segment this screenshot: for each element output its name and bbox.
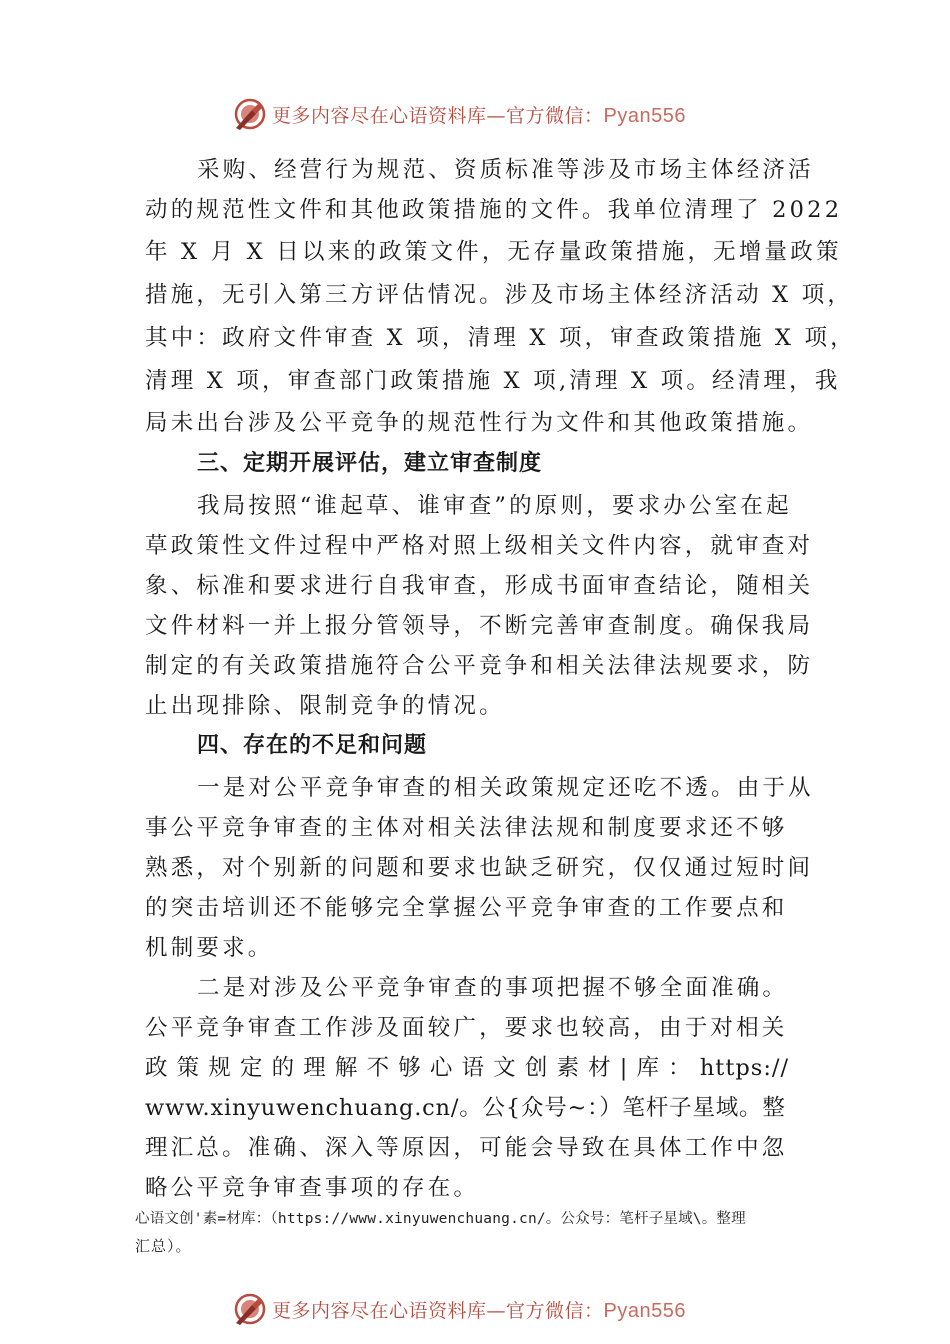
paragraph-line: 事公平竞争审查的主体对相关法律法规和制度要求还不够 (145, 815, 788, 841)
pen-logo-icon (232, 96, 268, 132)
paragraph-line: 一是对公平竞争审查的相关政策规定还吃不透。由于从 (197, 775, 814, 801)
paragraph-line: 草政策性文件过程中严格对照上级相关文件内容，就审查对 (145, 533, 814, 559)
paragraph-line: 公平竞争审查工作涉及面较广，要求也较高，由于对相关 (145, 1015, 788, 1041)
paragraph-line: 其中：政府文件审查 X 项，清理 X 项，审查政策措施 X 项， (145, 325, 856, 351)
banner-text (272, 1296, 686, 1323)
paragraph-line: 制定的有关政策措施符合公平竞争和相关法律法规要求，防 (145, 653, 814, 679)
pen-logo-icon (232, 1291, 268, 1327)
paragraph-line: 政 策 规 定 的 理 解 不 够 心 语 文 创 素 材 | 库 ： https:// (145, 1055, 790, 1081)
banner-site-text: 更多内容尽在心语资料库 (272, 1299, 487, 1322)
banner-wechat-label: 官方微信： (506, 1299, 604, 1322)
paragraph-line: 象、标准和要求进行自我审查，形成书面审查结论，随相关 (145, 573, 814, 599)
section-heading-4: 四、存在的不足和问题 (197, 733, 428, 758)
paragraph-line: 止出现排除、限制竞争的情况。 (145, 693, 505, 719)
paragraph-line: 理汇总。准确、深入等原因，可能会导致在具体工作中忽 (145, 1135, 788, 1161)
footnote-line: 心语文创'素=材库：（https://www.xinyuwenchuang.cn/。公众号：笔杆子星域\。整理 (135, 1211, 746, 1227)
banner-wechat-handle: Pyan556 (603, 104, 686, 127)
paragraph-line: 局未出台涉及公平竞争的规范性行为文件和其他政策措施。 (145, 410, 814, 436)
paragraph-line: www.xinyuwenchuang.cn/。公{众号~：）笔杆子星域。整 (145, 1095, 786, 1121)
banner-separator: — (486, 104, 507, 127)
header-banner (232, 96, 732, 132)
paragraph-line: 文件材料一并上报分管领导，不断完善审查制度。确保我局 (145, 613, 814, 639)
banner-text (272, 101, 686, 128)
paragraph-line: 年 X 月 X 日以来的政策文件，无存量政策措施，无增量政策 (145, 239, 842, 265)
banner-wechat-label: 官方微信： (506, 104, 604, 127)
footnote-line: 汇总）。 (135, 1237, 192, 1255)
paragraph-line: 我局按照“谁起草、谁审查”的原则，要求办公室在起 (197, 493, 792, 519)
paragraph-line: 略公平竞争审查事项的存在。 (145, 1175, 480, 1201)
paragraph-line: 措施，无引入第三方评估情况。涉及市场主体经济活动 X 项， (145, 282, 854, 308)
paragraph-line: 动的规范性文件和其他政策措施的文件。我单位清理了 2022 (145, 197, 843, 223)
section-heading-3: 三、定期开展评估，建立审查制度 (197, 451, 543, 476)
paragraph-line: 机制要求。 (145, 935, 274, 961)
banner-separator: — (486, 1299, 507, 1322)
footer-banner (232, 1291, 732, 1327)
paragraph-line: 采购、经营行为规范、资质标准等涉及市场主体经济活 (197, 157, 814, 183)
banner-site-text: 更多内容尽在心语资料库 (272, 104, 487, 127)
paragraph-line: 清理 X 项，审查部门政策措施 X 项,清理 X 项。经清理，我 (145, 368, 841, 394)
paragraph-line: 熟悉，对个别新的问题和要求也缺乏研究，仅仅通过短时间 (145, 855, 814, 881)
paragraph-line: 的突击培训还不能够完全掌握公平竞争审查的工作要点和 (145, 895, 788, 921)
banner-wechat-handle: Pyan556 (603, 1299, 686, 1322)
paragraph-line: 二是对涉及公平竞争审查的事项把握不够全面准确。 (197, 975, 789, 1001)
